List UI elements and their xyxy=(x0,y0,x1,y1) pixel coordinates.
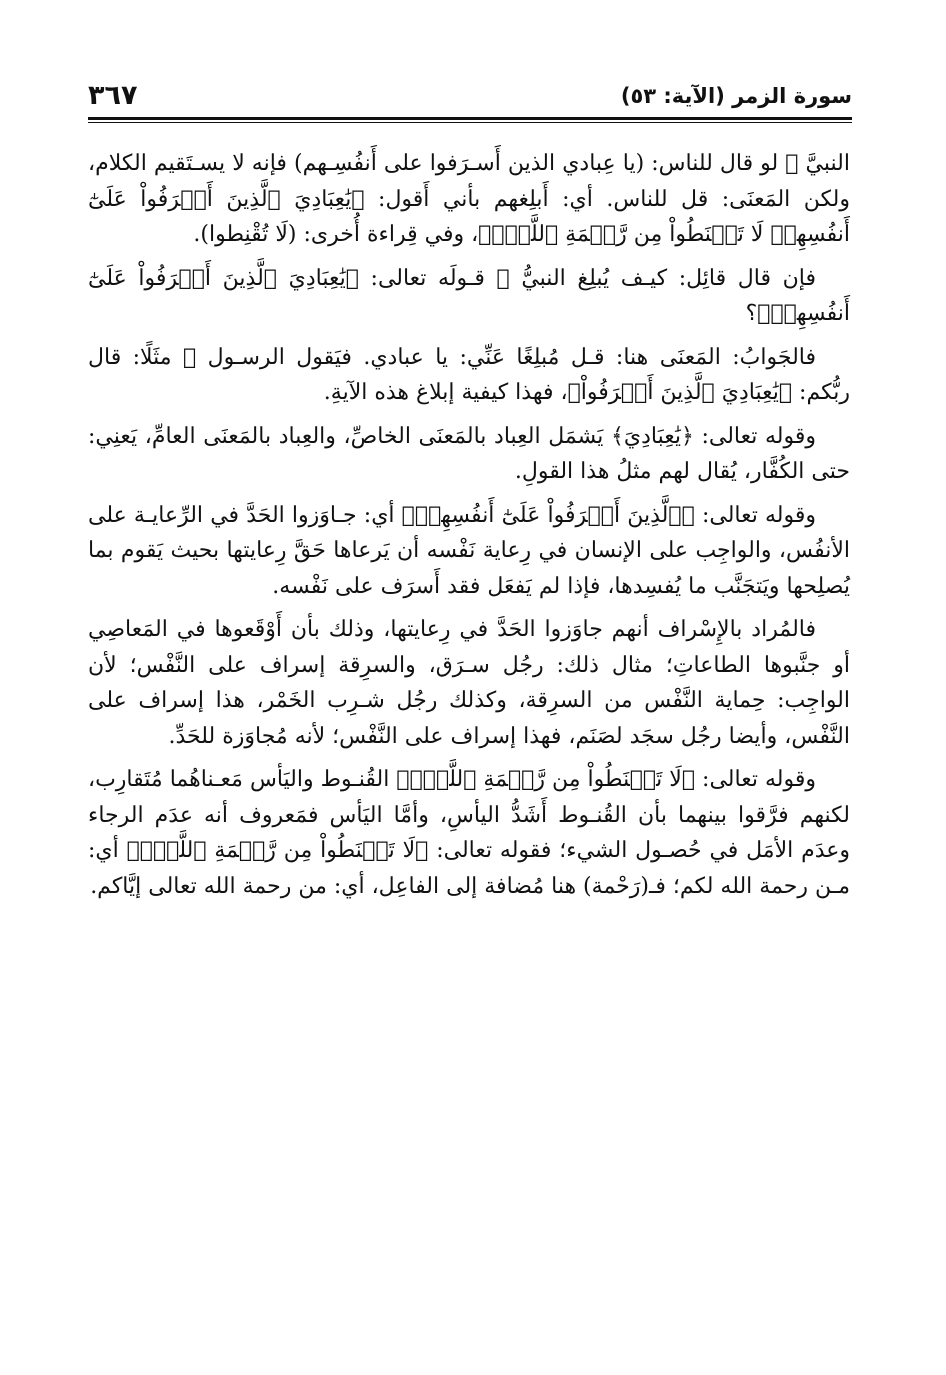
paragraph-2: فإن قال قائِل: كيـف يُبلِغ النبيُّ ﷺ قـولَه تعالى: ﴿يَٰعِبَادِيَ ٱلَّذِينَ أَسۡرَفُواْ عَلَىٰٓ أَنفُسِهِمۡ﴾؟ xyxy=(88,265,850,326)
paragraph-3: فالجَوابُ: المَعنَى هنا: قـل مُبلِغًا عَنِّي: يا عبادي. فيَقول الرسـول ﷺ مثَلًا: قال ربُّكم: ﴿يَٰعِبَادِيَ ٱلَّذِينَ أَسۡرَفُواْ﴾، فهذا كيفية إبلاغ هذه الآيةِ. xyxy=(88,344,850,405)
paragraph-1: النبيَّ ﷺ لو قال للناس: (يا عِبادي الذين أَسـرَفوا على أَنفُسِـهم) فإنه لا يسـتَقيم الكلام، ولكن المَعنَى: قل للناس. أي: أَبلِغهم بأني أَقول: ﴿يَٰعِبَادِيَ ٱلَّذِينَ أَسۡرَفُواْ عَلَىٰٓ أَنفُسِهِمۡ لَا تَقۡنَطُواْ مِن رَّحۡمَةِ ٱللَّهِۚ﴾، وفي قِراءة أُخرى: (لَا تُقْنِطوا). xyxy=(88,151,850,247)
paragraph-6: فالمُراد بالإِسْراف أنهم جاوَزوا الحَدَّ في رِعايتها، وذلك بأن أَوْقَعوها في المَعاصِي أو جنَّبوها الطاعاتِ؛ مثال ذلك: رجُل سـرَق، والسرِقة إسراف على النَّفْس؛ لأن الواجِب: حِماية النَّفْس من السرِقة، وكذلك رجُل شـرِب الخَمْر، هذا إسراف على النَّفْس، وأيضا رجُل سجَد لصَنَم، فهذا إسراف على النَّفْس؛ لأنه مُجاوَزة للحَدِّ. xyxy=(88,617,850,749)
surah-header-title: سورة الزمر (الآية: ٥٣) xyxy=(620,84,852,108)
header-rule-thin xyxy=(88,122,852,123)
paragraph-4: وقوله تعالى: ﴿يَٰعِبَادِيَ﴾ يَشمَل العِباد بالمَعنَى الخاصِّ، والعِباد بالمَعنَى العامِّ، يَعنِي: حتى الكُفَّار، يُقال لهم مثلُ هذا القولِ. xyxy=(88,423,850,484)
page-header xyxy=(88,80,852,116)
paragraph-7: وقوله تعالى: ﴿لَا تَقۡنَطُواْ مِن رَّحۡمَةِ ٱللَّهِۚ﴾ القُنـوط واليَأس مَعـناهُما مُتَقارِب، لكنهم فرَّقوا بينهما بأن القُنـوط أَشَدُّ اليأسِ، وأمَّا اليَأس فمَعروف أنه عدَم الرجاء وعدَم الأمَل في حُصـول الشيء؛ فقوله تعالى: ﴿لَا تَقۡنَطُواْ مِن رَّحۡمَةِ ٱللَّهِۚ﴾ أي: مـن رحمة الله لكم؛ فـ(رَحْمة) هنا مُضافة إلى الفاعِل، أي: من رحمة الله تعالى إيَّاكم. xyxy=(88,767,850,899)
paragraph-5: وقوله تعالى: ﴿ٱلَّذِينَ أَسۡرَفُواْ عَلَىٰٓ أَنفُسِهِمۡ﴾ أي: جـاوَزوا الحَدَّ في الرِّعايـة على الأنفُس، والواجِب على الإنسان في رِعاية نَفْسه أن يَرعاها حَقَّ رِعايتها بحيث يَقوم بما يُصلِحها ويَتجَنَّب ما يُفسِدها، فإذا لم يَفعَل فقد أَسرَف على نَفْسه. xyxy=(88,502,850,599)
header-rule-thick xyxy=(88,117,852,120)
page-body xyxy=(88,146,850,912)
page-number: ٣٦٧ xyxy=(88,80,138,111)
